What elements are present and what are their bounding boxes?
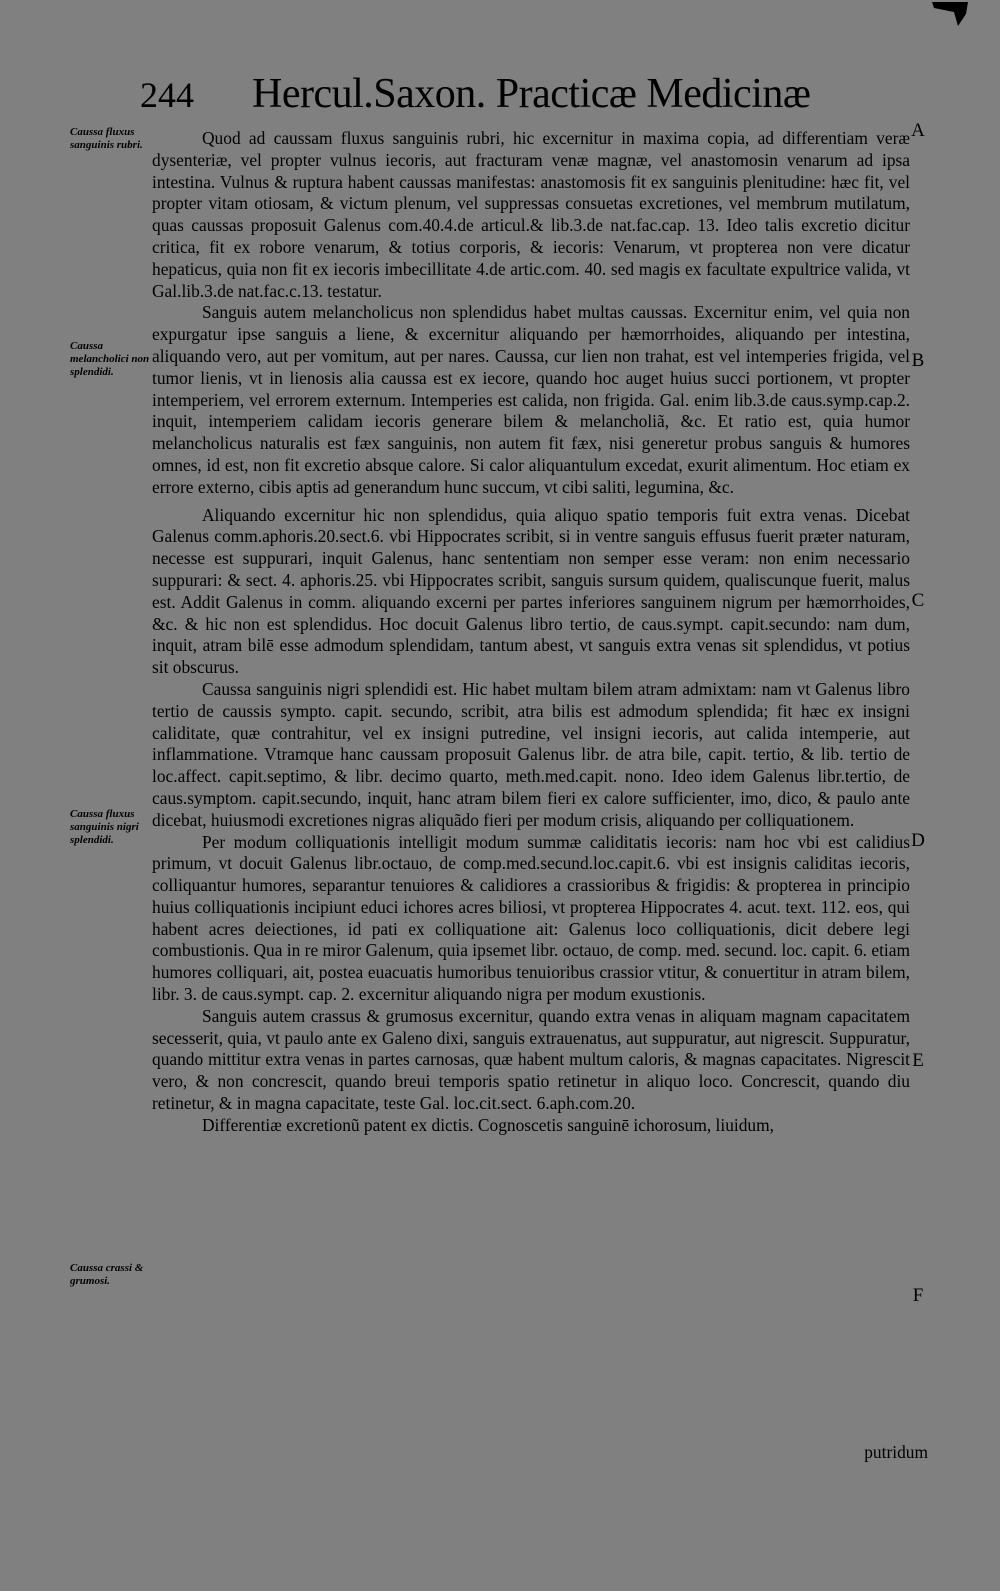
body-text (152, 128, 910, 1137)
paragraph-colliquation: Per modum colliquationis intelligit modum summæ caliditatis iecoris: nam hoc vbi est calidius primum, vt docuit Galenus libr.octauo, de comp.med.secund.loc.capit.6. vbi est insignis caliditas iecoris, colliquantur humores, separantur tenuiores & calidiores a crassioribus & frigidis: & propterea in principio huius colliquationis incipiunt educi ichores acres biliosi, vt propterea Hippocrates 4. acut. text. 112. eos, qui habent acres deiectiones, id pati ex colliquatione ait: Galenus loco colliquationis, dicit debere legi combustionis. Qua in re miror Galenum, quia ipsemet libr. octauo, de comp. med. secund. loc. capit. 6. etiam humores colliquari, ait, postea euacuatis humoribus tenuioribus crassior vtitur, & conuertitur in atram bilem, libr. 3. de caus.sympt. cap. 2. excernitur aliquando nigra per modum exustionis. (152, 831, 910, 1005)
paragraph-melancholic: Sanguis autem melancholicus non splendidus habet multas caussas. Excernitur enim, vel quia non expurgatur ipse sanguis a liene, & excernitur aliquando per hæmorrhoides, aliquando per intestina, aliquando vero, aut per vomitum, aut per nares. Caussa, cur lien non trahat, est vel intemperies frigida, vel tumor lienis, vt in lienosis alia caussa est ex iecore, quando hoc auget huius succi portionem, vt propter intemperiem, vel errorem externum. Intemperies est calida, non frigida. Gal. enim lib.3.de caus.symp.cap.2. inquit, intemperiem calidam iecoris generare bilem & melancholiã, &c. Et ratio est, quia humor melancholicus naturalis est fæx sanguinis, non autem fit fæx, nisi generetur probus sanguis & humores omnes, id est, non fit excretio absque calore. Si calor aliquantulum excedat, exurit alimentum. Hoc etiam ex errore externo, cibis aptis ad generandum hunc succum, vt cibi saliti, legumina, &c. (152, 302, 910, 497)
margin-note-red-blood: Caussa fluxus sanguinis rubri. (70, 126, 143, 151)
section-letter-c: C (911, 590, 925, 611)
running-head: Hercul.Saxon. Practicæ Medicinæ (252, 71, 811, 117)
margin-note-melancholic: Caussa melancholici non splendidi. (70, 340, 150, 378)
section-letter-b: B (911, 350, 925, 371)
paragraph-thick-blood: Sanguis autem crassus & grumosus excernitur, quando extra venas in aliquam magnam capacitatem secesserit, quia, vt paulo ante ex Galeno dixi, sanguis extrauenatus, aut suppuratur, aut nigrescit. Suppuratur, quando mittitur extra venas in partes carnosas, quæ habent multum caloris, & magnas capacitates. Nigrescit vero, & non concrescit, quando breui temporis spatio retinetur in aliquo loco. Concrescit, quando diu retinetur, & in magna capacitate, teste Gal. loc.cit.sect. 6.aph.com.20. (152, 1005, 910, 1114)
section-letter-a: A (911, 120, 925, 141)
paragraph-not-splendid: Aliquando excernitur hic non splendidus, quia aliquo spatio temporis fuit extra venas. Dicebat Galenus comm.aphoris.20.sect.6. vbi Hippocrates scribit, si in ventre sanguis effusus fuerit præter naturam, necesse est suppurari, inquit Galenus, hanc sententiam non semper esse veram: non enim necessario suppurari: & sect. 4. aphoris.25. vbi Hippocrates scribit, sanguis sursum quidem, qualiscunque fuerit, malus est. Addit Galenus in comm. aliquando excerni per partes inferiores sanguinem nigrum per hæmorrhoides, &c. & hic non est splendidus. Hoc docuit Galenus libro tertio, de caus.sympt. capit.secundo: nam dum, inquit, atram bilē esse admodum splendidam, tantum abest, vt sanguis extra venas sit splendidus, vt potius sit obscurus. (152, 504, 910, 678)
page-header (140, 70, 930, 118)
ink-blot-mark (930, 0, 970, 28)
catchword: putridum (864, 1442, 928, 1462)
section-letter-f: F (912, 1285, 924, 1306)
section-letter-e: E (912, 1050, 924, 1071)
margin-note-thick-blood: Caussa crassi & grumosi. (70, 1262, 144, 1287)
section-letter-d: D (911, 830, 925, 851)
paragraph-red-blood: Quod ad caussam fluxus sanguinis rubri, hic excernitur in maxima copia, ad differentiam veræ dysenteriæ, vel propter vulnus iecoris, aut fracturam venæ magnæ, vel anastomosin venarum ad ipsa intestina. Vulnus & ruptura habent caussas manifestas: anastomosis fit ex sanguinis plenitudine: hæc fit, vel propter vitam otiosam, & victum plenum, vel suppressas consuetas excretiones, vel membrum mutilatum, quas caussas proposuit Galenus com.40.4.de articul.& lib.3.de nat.fac.cap. 13. Ideo talis excretio dicitur critica, fit ex robore venarum, & totius corporis, & iecoris: Venarum, vt propterea non vere dicatur hepaticus, quia non fit ex iecoris imbecillitate 4.de artic.com. 40. sed magis ex facultate expultrice valida, vt Gal.lib.3.de nat.fac.c.13. testatur. (152, 128, 910, 301)
page-number: 244 (140, 75, 194, 115)
margin-note-black-blood: Caussa fluxus sanguinis nigri splendidi. (70, 808, 139, 846)
paragraph-differences: Differentiæ excretionũ patent ex dictis. Cognoscetis sanguinē ichorosum, liuidum, (202, 1114, 775, 1135)
paragraph-black-splendid: Caussa sanguinis nigri splendidi est. Hic habet multam bilem atram admixtam: nam vt Galenus libro tertio de caussis sympto. capit. secundo, scribit, atra bilis est admodum splendida; fit hæc ex insigni caliditate, quæ contrahitur, vel ex insigni putredine, vel insigni iecoris, aut calida intemperie, aut inflammatione. Vtramque hanc caussam proposuit Galenus libr. de atra bile, capit. tertio, & lib. tertio de loc.affect. capit.septimo, & libr. decimo quarto, meth.med.capit. nono. Ideo idem Galenus libr.tertio, de caus.symptom. capit.secundo, inquit, hanc atram bilem fieri ex calore sufficienter, imo, dico, & paulo ante dicebat, huiusmodi excretiones nigras aliquãdo fieri per modum crisis, aliquando per colliquationem. (152, 678, 910, 830)
